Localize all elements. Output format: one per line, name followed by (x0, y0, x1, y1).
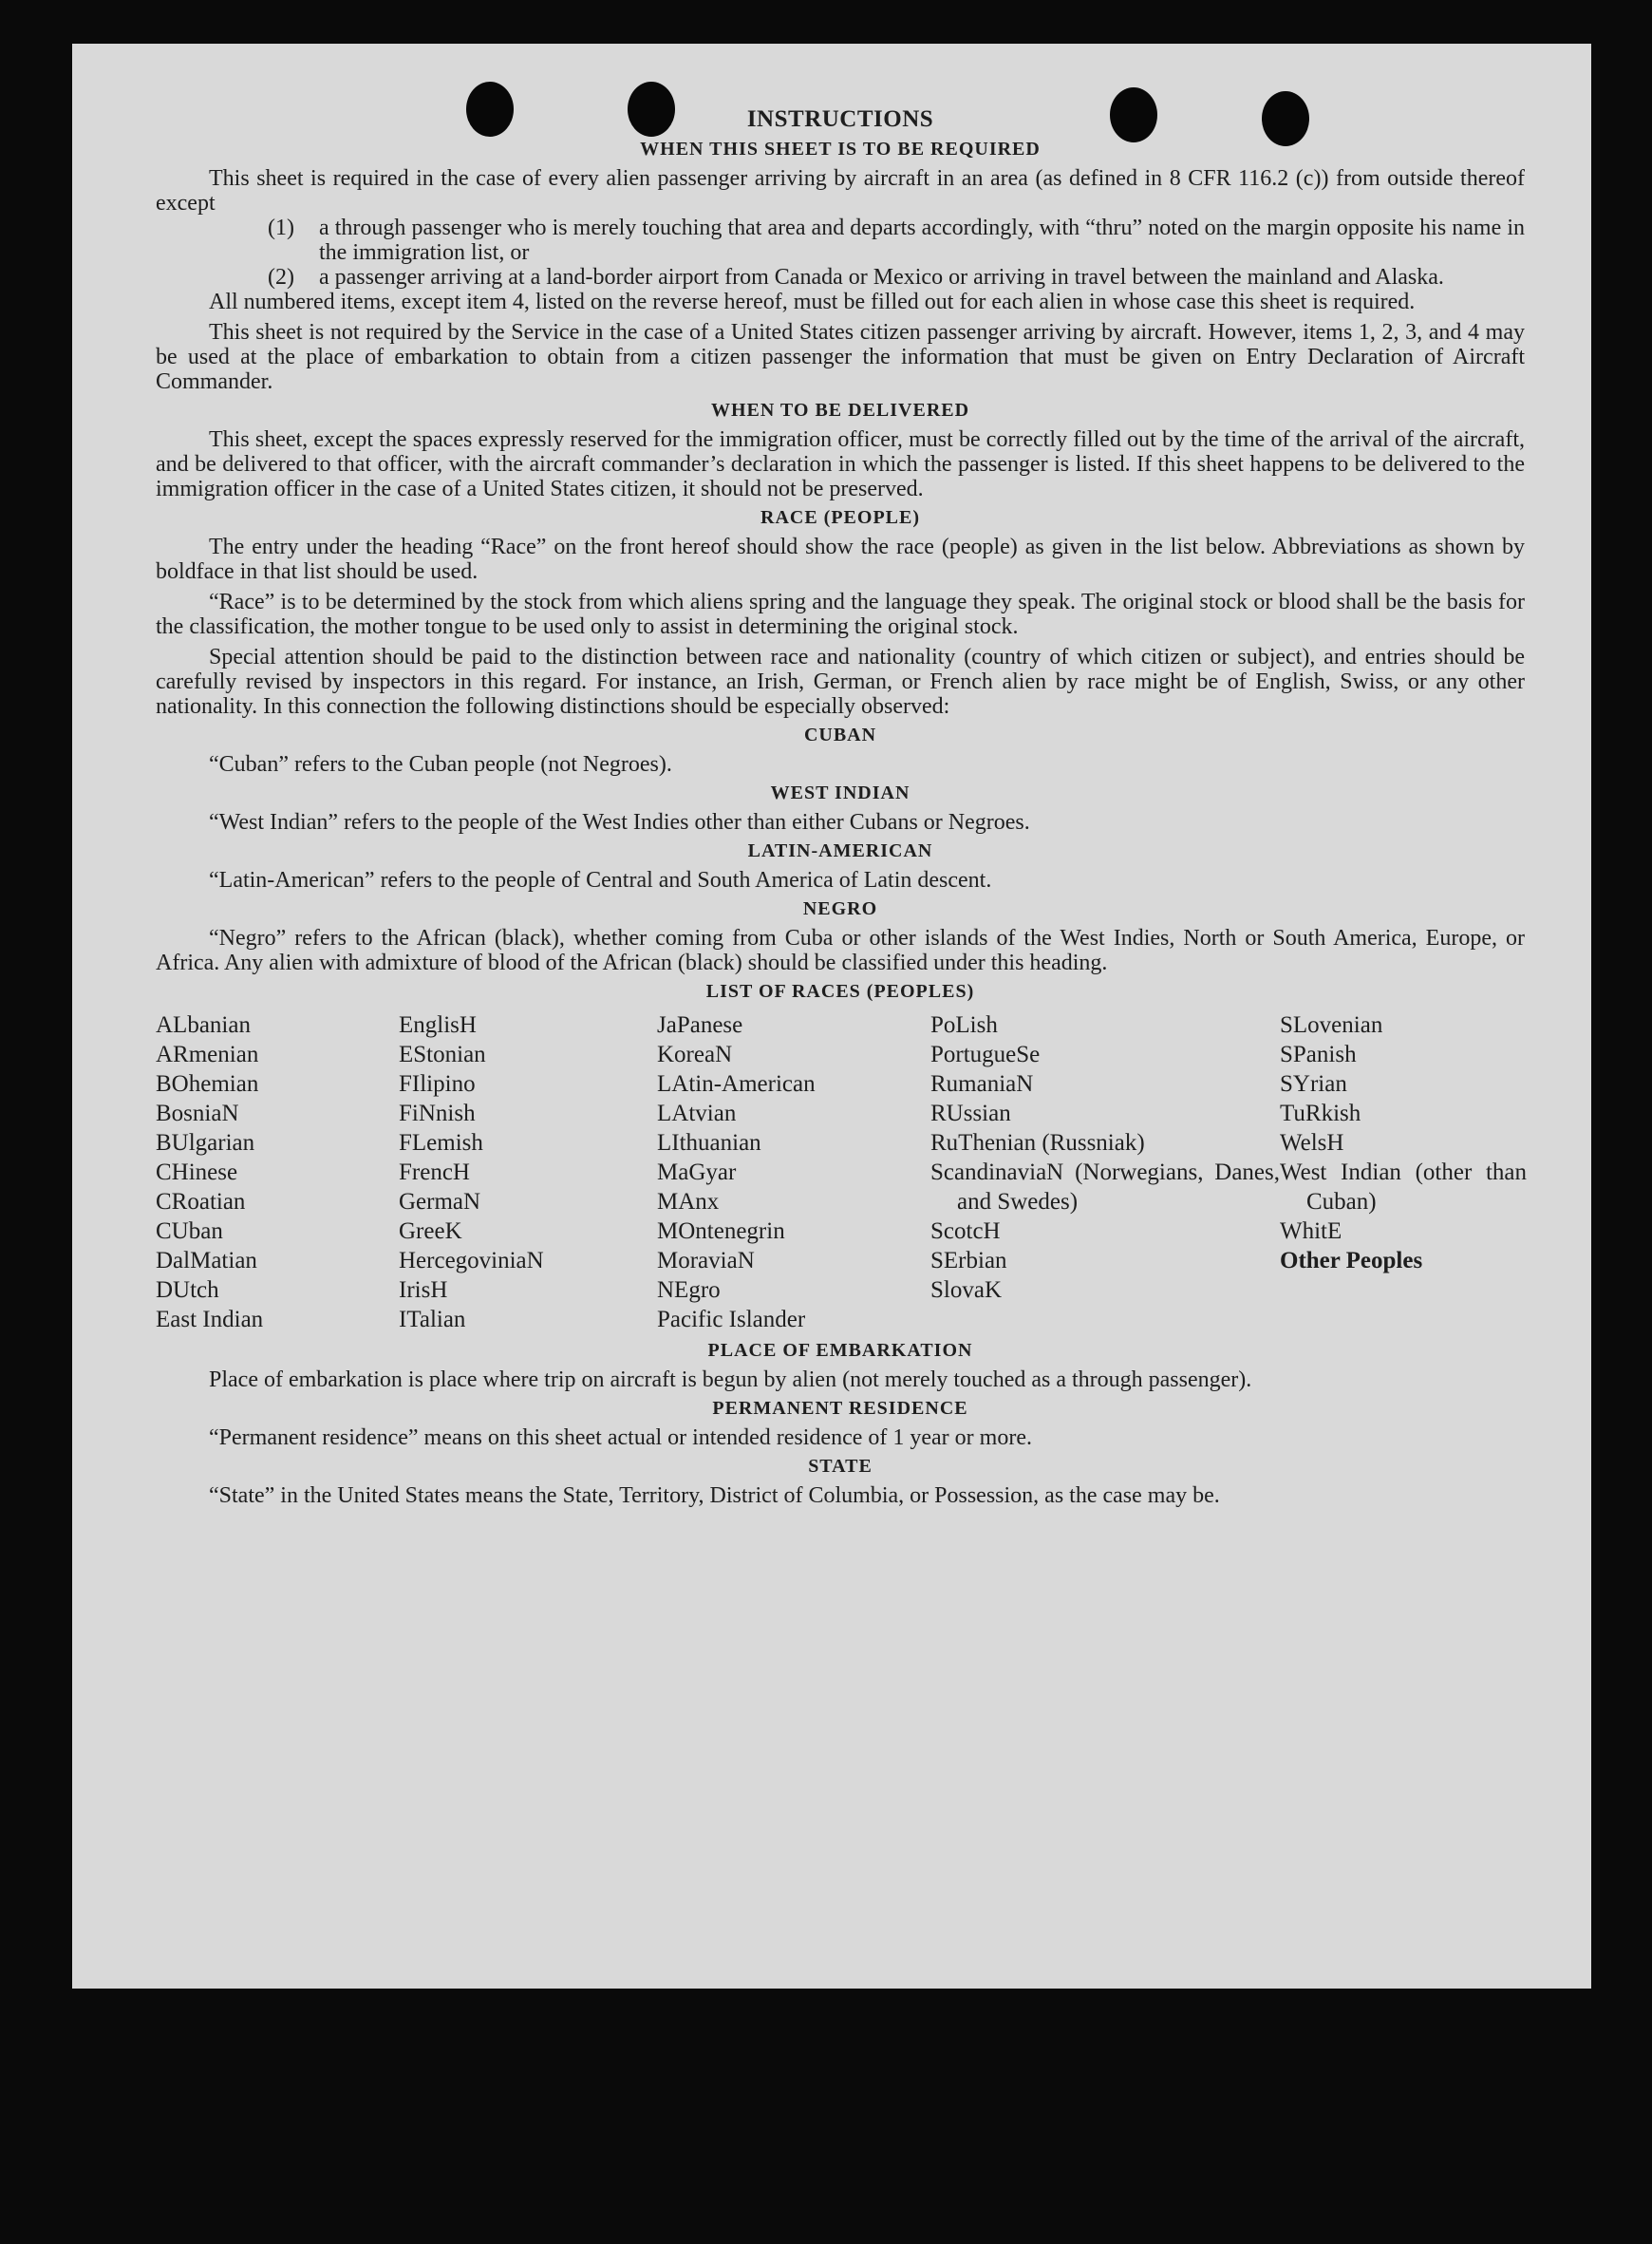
section-heading-latin-american: LATIN-AMERICAN (747, 840, 933, 861)
race-entry: East Indian (156, 1307, 264, 1332)
race-entry: FiNnish (399, 1101, 476, 1126)
section-heading-west-indian: WEST INDIAN (770, 783, 910, 803)
section-heading-embarkation: PLACE OF EMBARKATION (707, 1340, 973, 1361)
race-entry: BUlgarian (156, 1130, 255, 1156)
race-entry: CHinese (156, 1160, 238, 1185)
races-column (1280, 1010, 1527, 1334)
race-entry: FLemish (399, 1130, 483, 1156)
race-entry: GreeK (399, 1218, 462, 1244)
race-entry: MOntenegrin (657, 1218, 785, 1244)
exception-item (268, 216, 1525, 265)
race-entry: RUssian (930, 1101, 1011, 1126)
race-entry: EStonian (399, 1042, 486, 1067)
race-entry: RuThenian (Russniak) (930, 1130, 1145, 1156)
race-entry: ITalian (399, 1307, 466, 1332)
latin-american-text: “Latin-American” refers to the people of Central and South America of Latin descent. (209, 868, 992, 893)
race-entry: TuRkish (1280, 1101, 1361, 1126)
races-column (399, 1010, 657, 1334)
race-entry: MoraviaN (657, 1248, 755, 1273)
race-entry: SYrian (1280, 1071, 1347, 1097)
race-entry: MaGyar (657, 1160, 737, 1185)
exception-number: (2) (268, 265, 294, 290)
race-entry: BOhemian (156, 1071, 259, 1097)
race-entry: LAtvian (657, 1101, 737, 1126)
instruction-sheet (72, 44, 1591, 1989)
race-para-2: “Race” is to be determined by the stock from which aliens spring and the language they speak. The original stock or blood shall be the basis for the classification, the mother tongue to be used only to assist in determining the original stock. (156, 590, 1525, 639)
state-text: “State” in the United States means the State, Territory, District of Columbia, or Possession, as the case may be. (209, 1483, 1220, 1508)
race-entry: ALbanian (156, 1012, 251, 1038)
section-heading-races-list: LIST OF RACES (PEOPLES) (705, 981, 975, 1002)
required-para-2: All numbered items, except item 4, listed on the reverse hereof, must be filled out for each alien in whose case this sheet is required. (209, 290, 1416, 314)
page-title: INSTRUCTIONS (746, 106, 934, 132)
residence-text: “Permanent residence” means on this sheet actual or intended residence of 1 year or more. (209, 1425, 1032, 1450)
race-entry: BosniaN (156, 1101, 239, 1126)
race-entry: FrencH (399, 1160, 470, 1185)
required-intro: This sheet is required in the case of every alien passenger arriving by aircraft in an area (as defined in 8 CFR 116.2 (c)) from outside thereof except (156, 166, 1525, 216)
race-entry: CUban (156, 1218, 223, 1244)
punch-hole (1262, 91, 1309, 146)
punch-hole (1110, 87, 1157, 142)
exception-text: a through passenger who is merely touching that area and departs accordingly, with “thru” noted on the margin opposite his name in the immigration list, or (319, 216, 1525, 265)
race-entry: JaPanese (657, 1012, 743, 1038)
race-entry: HercegoviniaN (399, 1248, 544, 1273)
section-heading-delivered: WHEN TO BE DELIVERED (710, 400, 970, 421)
exception-number: (1) (268, 216, 294, 240)
race-entry: FIlipino (399, 1071, 476, 1097)
race-entry: KoreaN (657, 1042, 733, 1067)
race-para-1: The entry under the heading “Race” on the front hereof should show the race (people) as given in the list below. Abbreviations as shown by boldface in that list should be used. (156, 535, 1525, 584)
races-column (930, 1010, 1280, 1334)
west-indian-text: “West Indian” refers to the people of the West Indies other than either Cubans or Negroes. (209, 810, 1030, 835)
section-heading-race: RACE (PEOPLE) (760, 507, 920, 528)
race-entry: SErbian (930, 1248, 1007, 1273)
race-para-3: Special attention should be paid to the distinction between race and nationality (country of which citizen or subject), and entries should be carefully revised by inspectors in this regard. For instance, an Irish, German, or French alien by race might be of English, Swiss, or any other nationality. In this connection the following distinctions should be especially observed: (156, 645, 1525, 719)
exception-item (268, 265, 1525, 290)
race-entry: WhitE (1280, 1218, 1342, 1244)
race-entry: DUtch (156, 1277, 219, 1303)
punch-hole (628, 82, 675, 137)
race-entry: LIthuanian (657, 1130, 761, 1156)
race-entry: NEgro (657, 1277, 721, 1303)
section-heading-negro: NEGRO (802, 898, 878, 919)
race-entry: WelsH (1280, 1130, 1344, 1156)
race-entry: Other Peoples (1280, 1248, 1423, 1273)
races-column (657, 1010, 930, 1334)
negro-text: “Negro” refers to the African (black), whether coming from Cuba or other islands of the West Indies, North or South America, Europe, or Africa. Any alien with admixture of blood of the African (black) should be classified under this heading. (156, 926, 1525, 975)
race-entry: SLovenian (1280, 1012, 1383, 1038)
race-entry: Pacific Islander (657, 1307, 806, 1332)
race-entry: MAnx (657, 1189, 720, 1215)
race-entry: CRoatian (156, 1189, 246, 1215)
race-entry: West Indian (other than Cuban) (1280, 1160, 1527, 1215)
embarkation-text: Place of embarkation is place where trip on aircraft is begun by alien (not merely touched as a through passenger). (209, 1367, 1252, 1392)
races-column (156, 1010, 399, 1334)
race-entry: ScotcH (930, 1218, 1001, 1244)
punch-hole (466, 82, 514, 137)
cuban-text: “Cuban” refers to the Cuban people (not Negroes). (209, 752, 672, 777)
section-heading-required: WHEN THIS SHEET IS TO BE REQUIRED (640, 139, 1041, 160)
required-para-3: This sheet is not required by the Service in the case of a United States citizen passenger arriving by aircraft. However, items 1, 2, 3, and 4 may be used at the place of embarkation to obtain from a citizen passenger the information that must be given on Entry Declaration of Aircraft Commander. (156, 320, 1525, 394)
race-entry: DalMatian (156, 1248, 257, 1273)
race-entry: GermaN (399, 1189, 481, 1215)
race-entry: SlovaK (930, 1277, 1002, 1303)
race-entry: ScandinaviaN (Norwegians, Danes, and Swedes) (930, 1160, 1280, 1215)
race-entry: PortugueSe (930, 1042, 1041, 1067)
race-entry: PoLish (930, 1012, 998, 1038)
section-heading-cuban: CUBAN (803, 725, 877, 745)
race-entry: IrisH (399, 1277, 448, 1303)
race-entry: SPanish (1280, 1042, 1357, 1067)
delivered-text: This sheet, except the spaces expressly reserved for the immigration officer, must be correctly filled out by the time of the arrival of the aircraft, and be delivered to that officer, with the aircraft commander’s declaration in which the passenger is listed. If this sheet happens to be delivered to the immigration officer in the case of a United States citizen, it should not be preserved. (156, 427, 1525, 501)
exception-text: a passenger arriving at a land-border airport from Canada or Mexico or arriving in travel between the mainland and Alaska. (319, 265, 1444, 290)
section-heading-residence: PERMANENT RESIDENCE (712, 1398, 968, 1419)
race-entry: ARmenian (156, 1042, 259, 1067)
race-entry: RumaniaN (930, 1071, 1034, 1097)
races-list (156, 1010, 1525, 1334)
race-entry: EnglisH (399, 1012, 477, 1038)
section-heading-state: STATE (808, 1456, 873, 1477)
race-entry: LAtin-American (657, 1071, 816, 1097)
